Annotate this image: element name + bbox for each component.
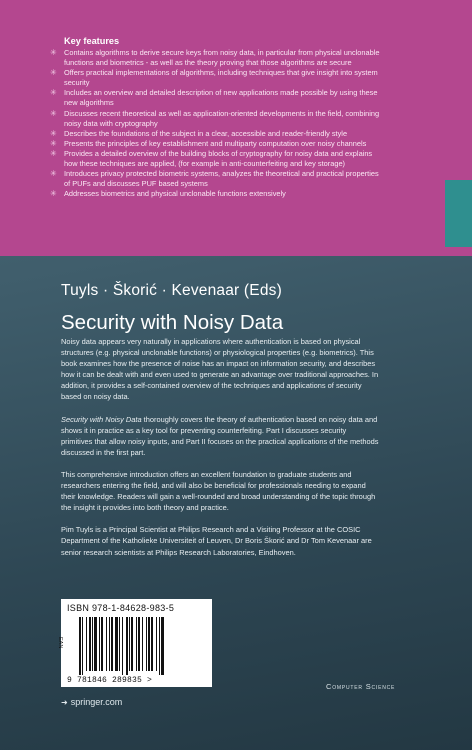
publisher-link[interactable] [61, 697, 122, 707]
key-features-panel [0, 0, 472, 256]
description-paragraph-1: Noisy data appears very naturally in applications where authentication is based on physical structures (e.g. physical unclonable functions) or physiological properties (e.g. biometrics). This book examines how the presence of noise has an impact on information security, and describes how it can be dealt with and even used to generate an advantage over traditional approaches. In addition, it provides a self-contained overview of the techniques and applications of security based on noisy data. [61, 337, 379, 402]
feature-text: Discusses recent theoretical as well as application-oriented developments in the field, combining noisy data with cryptography [64, 108, 380, 128]
asterisk-bullet-icon: ✳ [50, 88, 57, 98]
feature-item [50, 88, 385, 108]
feature-text: Describes the foundations of the subject in a clear, accessible and reader-friendly style [64, 128, 348, 138]
asterisk-bullet-icon: ✳ [50, 169, 57, 179]
feature-item [50, 149, 385, 169]
book-title-italic: Security with Noisy Data [61, 414, 142, 424]
author-bio: Pim Tuyls is a Principal Scientist at Philips Research and a Visiting Professor at the COSIC Department of the Katholieke Universiteit of Leuven, Dr Boris Škorić and Dr Tom Kevenaar are senior research scientists at Philips Research Laboratories, Eindhoven. [61, 525, 372, 557]
description-paragraph-3: This comprehensive introduction offers an excellent foundation to graduate students and researchers entering the field, and will also be beneficial for professionals needing to expand their knowledge. Readers will gain a well-rounded and broad understanding of the topic through the insight it provides into both theory and practice. [61, 469, 376, 513]
feature-text: Provides a detailed overview of the building blocks of cryptography for noisy data and explains how these techniques are applied, (for example in anti-counterfeiting and key storage) [64, 148, 373, 169]
ean-label: EAN [57, 637, 63, 649]
description-paragraph-2 [61, 414, 379, 458]
publisher-name: springer.com [70, 697, 123, 707]
feature-text: Offers practical implementations of algorithms, including techniques that give insight into system security [64, 68, 378, 88]
feature-text: Introduces privacy protected biometric systems, analyzes the theoretical and practical properties of PUFs and discusses PUF based systems [64, 169, 379, 189]
asterisk-bullet-icon: ✳ [50, 189, 57, 199]
feature-item [50, 139, 385, 149]
asterisk-bullet-icon: ✳ [50, 108, 57, 118]
feature-item [50, 68, 385, 88]
feature-text: Presents the principles of key establishment and multiparty computation over noisy channels [64, 138, 367, 148]
feature-text: Addresses biometrics and physical unclonable functions extensively [64, 189, 286, 199]
asterisk-bullet-icon: ✳ [50, 148, 57, 158]
feature-text: Includes an overview and detailed description of new applications made possible by using these new algorithms [64, 88, 378, 108]
book-title: Security with Noisy Data [61, 311, 284, 334]
feature-item [50, 169, 385, 189]
description-paragraph-2-rest: thoroughly covers the theory of authentication based on noisy data and shows it in practice as a key tool for preventing counterfeiting. Part I discusses security primitives that allow noisy inputs, and Part II focuses on the practical applications of the methods discussed in the first part. [61, 414, 379, 457]
feature-item [50, 109, 385, 129]
isbn-label: ISBN 978-1-84628-983-5 [67, 603, 175, 613]
asterisk-bullet-icon: ✳ [50, 138, 57, 148]
asterisk-bullet-icon: ✳ [50, 68, 57, 78]
teal-accent-strip [445, 180, 472, 247]
feature-item [50, 48, 385, 68]
barcode-number: 9 781846 289835 > [67, 676, 153, 685]
subject-category: Computer Science [326, 682, 396, 691]
barcode-box [57, 599, 212, 687]
key-features-list [50, 48, 385, 199]
key-features-title: Key features [64, 36, 120, 46]
feature-text: Contains algorithms to derive secure keys from noisy data, in particular from physical unclonable functions and biometrics - as well as the theory proving that those algorithms are secure [64, 48, 380, 68]
arrow-right-icon: ➜ [61, 698, 68, 707]
feature-item [50, 189, 385, 199]
feature-item [50, 129, 385, 139]
barcode-icon [77, 617, 205, 675]
editors-line: Tuyls · Škorić · Kevenaar (Eds) [61, 282, 282, 299]
asterisk-bullet-icon: ✳ [50, 128, 57, 138]
description-text [61, 336, 379, 569]
asterisk-bullet-icon: ✳ [50, 48, 57, 57]
